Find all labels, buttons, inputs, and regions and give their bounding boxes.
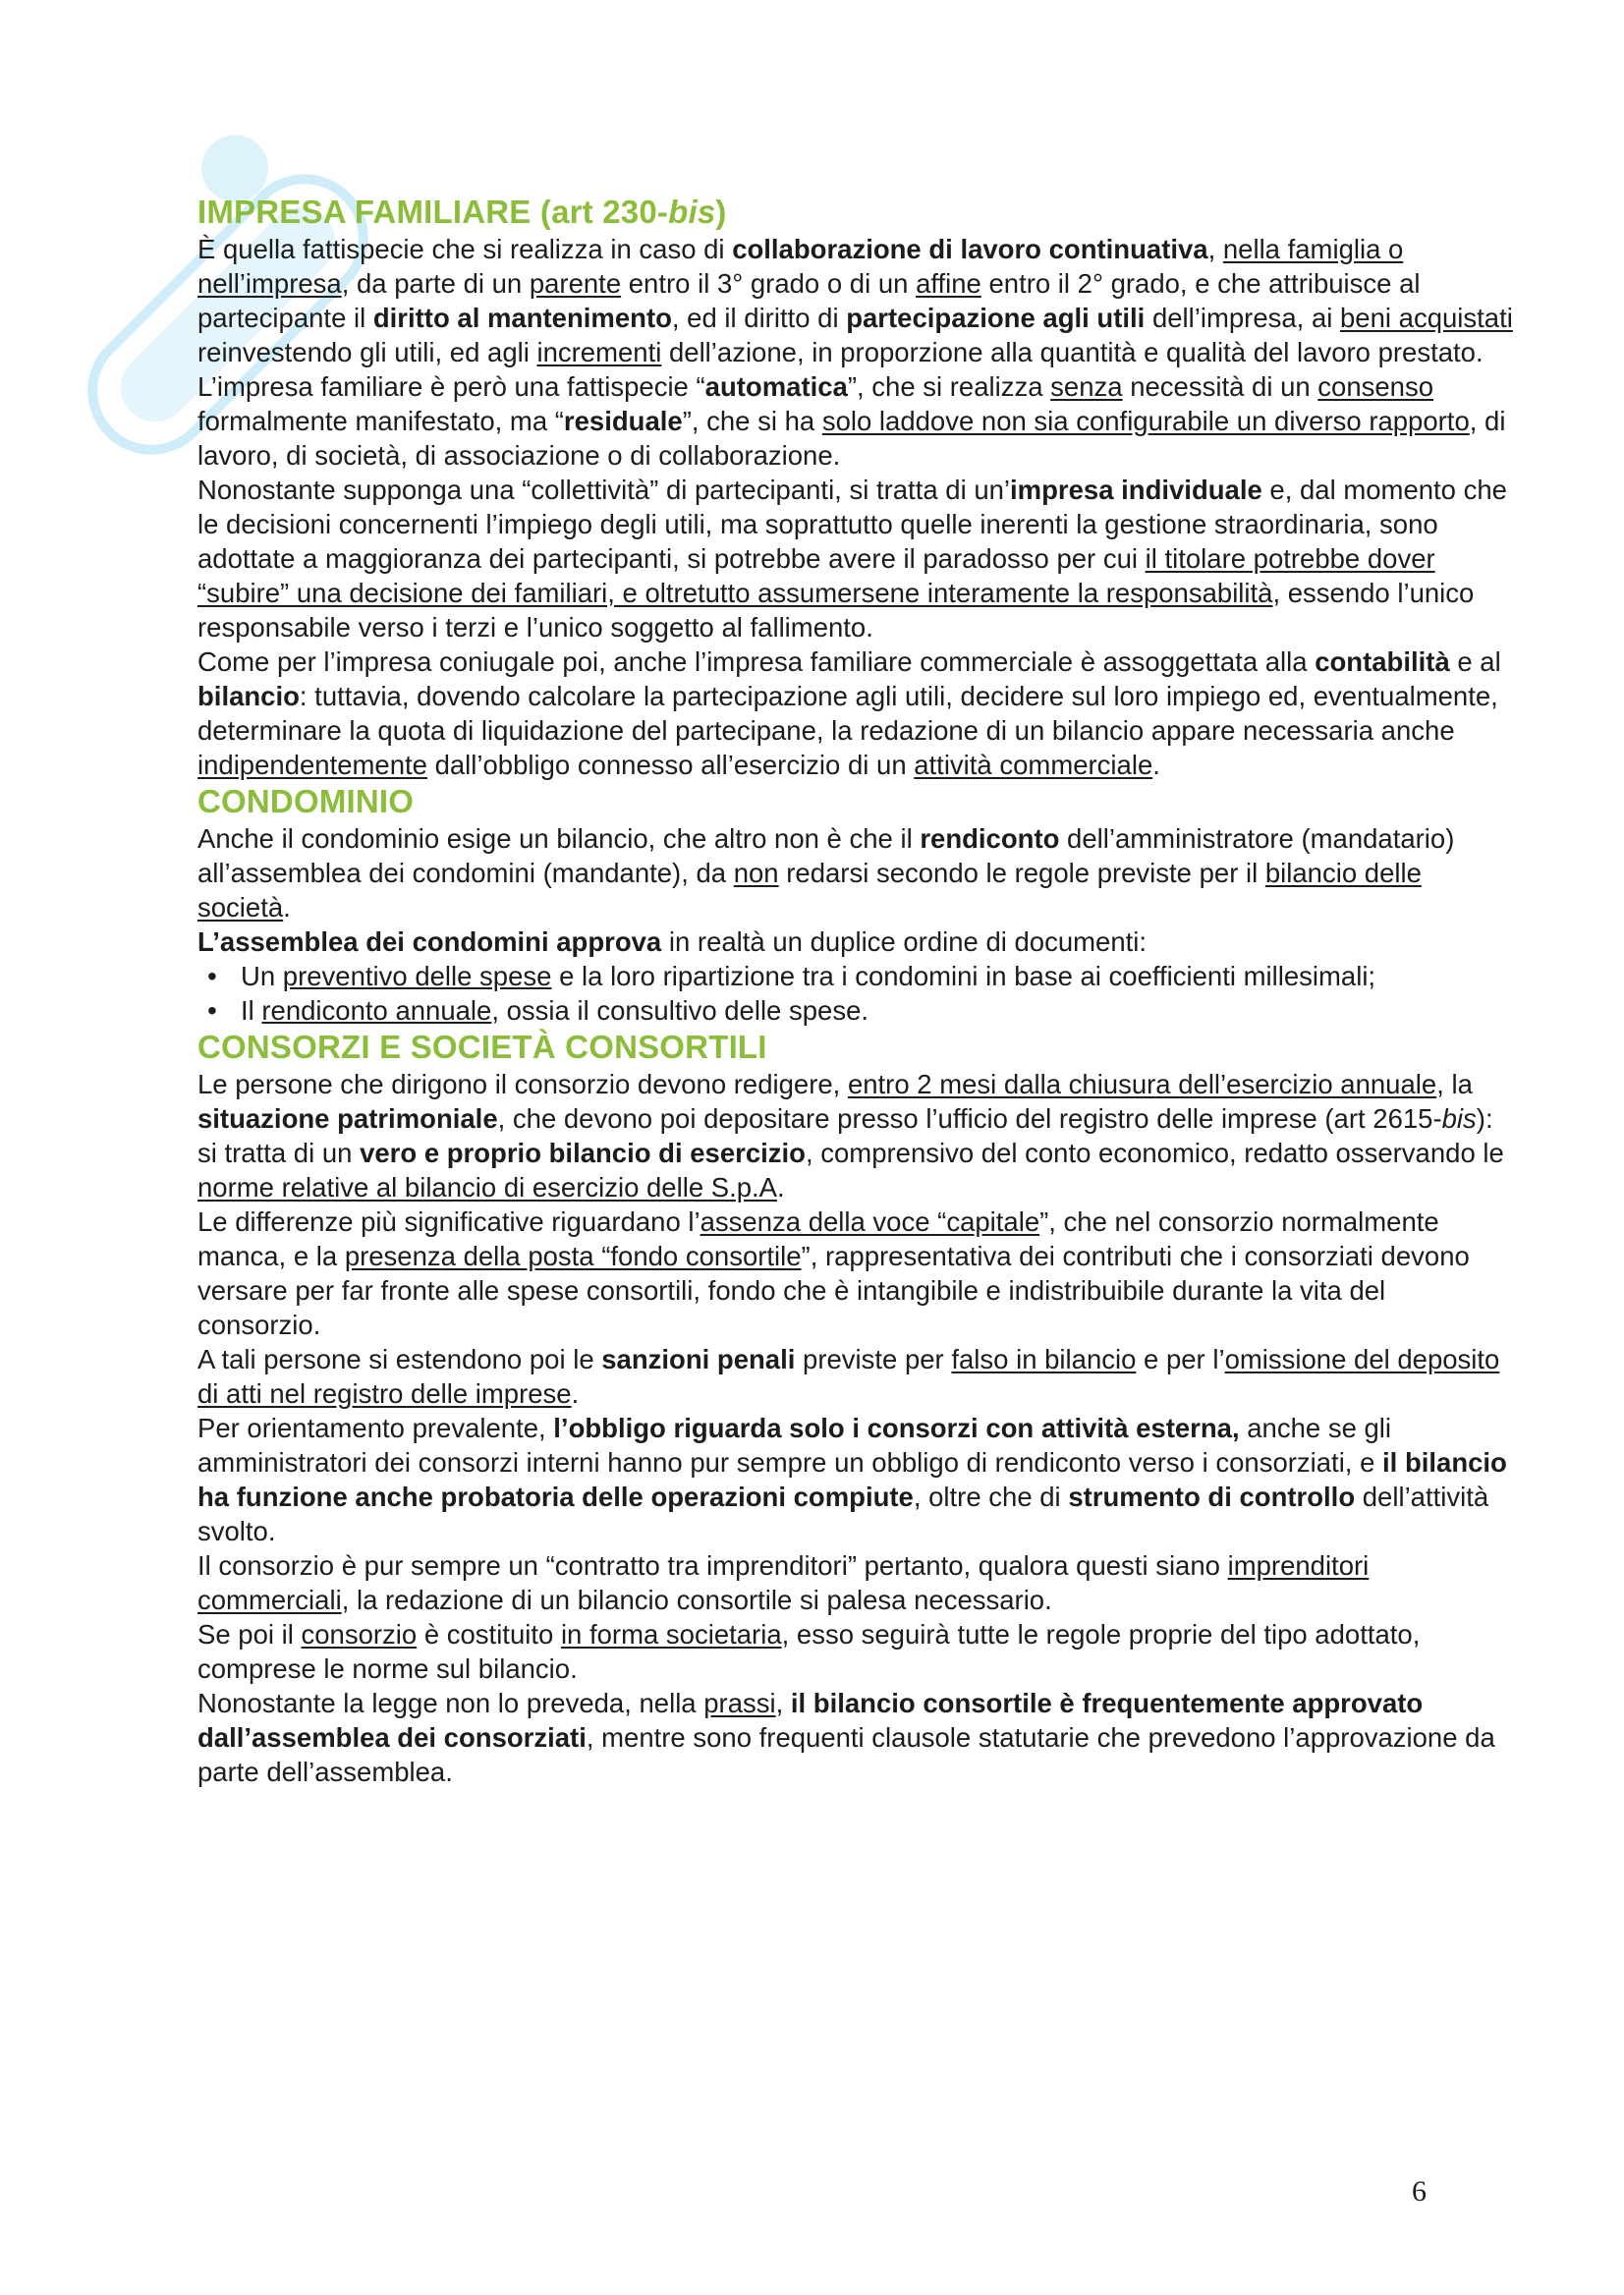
paragraph: A tali persone si estendono poi le sanzioni penali previste per falso in bilancio e per l’omissione del deposito di atti nel registro delle imprese.	[197, 1344, 1500, 1409]
list-item: • Un preventivo delle spese e la loro ripartizione tra i condomini in base ai coefficienti millesimali;	[197, 959, 1514, 993]
paragraph: Se poi il consorzio è costituito in forma societaria, esso seguirà tutte le regole proprie del tipo adottato, comprese le norme sul bilancio.	[197, 1619, 1421, 1684]
document-body	[197, 193, 1514, 1789]
heading-italic: bis	[668, 194, 716, 230]
paragraph: È quella fattispecie che si realizza in caso di collaborazione di lavoro continuativa, nella famiglia o nell’impresa, da parte di un parente entro il 3° grado o di un affine entro il 2° grado, e che attribuisce al partecipante il diritto al mantenimento, ed il diritto di partecipazione agli utili dell’impresa, ai beni acquistati reinvestendo gli utili, ed agli incrementi dell’azione, in proporzione alla quantità e qualità del lavoro prestato.	[197, 234, 1513, 367]
paragraph: Nonostante supponga una “collettività” di partecipanti, si tratta di un’impresa individuale e, dal momento che le decisioni concernenti l’impiego degli utili, ma soprattutto quelle inerenti la gestione straordinaria, sono adottate a maggioranza dei partecipanti, si potrebbe avere il paradosso per cui il titolare potrebbe dover “subire” una decisione dei familiari, e oltretutto assumersene interamente la responsabilità, essendo l’unico responsabile verso i terzi e l’unico soggetto al fallimento.	[197, 475, 1507, 643]
paragraph: Le persone che dirigono il consorzio devono redigere, entro 2 mesi dalla chiusura dell’esercizio annuale, la situazione patrimoniale, che devono poi depositare presso l’ufficio del registro delle imprese (art 2615-bis): si tratta di un vero e proprio bilancio di esercizio, comprensivo del conto economico, redatto osservando le norme relative al bilancio di esercizio delle S.p.A.	[197, 1069, 1504, 1203]
list-item: • Il rendiconto annuale, ossia il consultivo delle spese.	[197, 993, 1514, 1028]
paragraph: Il consorzio è pur sempre un “contratto tra imprenditori” pertanto, qualora questi siano imprenditori commerciali, la redazione di un bilancio consortile si palesa necessario.	[197, 1550, 1370, 1615]
paragraph: L’assemblea dei condomini approva in realtà un duplice ordine di documenti:	[197, 926, 1148, 957]
paragraph: Per orientamento prevalente, l’obbligo riguarda solo i consorzi con attività esterna, anche se gli amministratori dei consorzi interni hanno pur sempre un obbligo di rendiconto verso i consorziati, e il bilancio ha funzione anche probatoria delle operazioni compiute, oltre che di strumento di controllo dell’attività svolto.	[197, 1413, 1507, 1546]
section-heading: CONDOMINIO	[197, 783, 415, 819]
section-heading: CONSORZI E SOCIETÀ CONSORTILI	[197, 1029, 767, 1065]
page-number: 6	[1412, 2175, 1427, 2208]
paragraph: L’impresa familiare è però una fattispecie “automatica”, che si realizza senza necessità di un consenso formalmente manifestato, ma “residuale”, che si ha solo laddove non sia configurabile un diverso rapporto, di lavoro, di società, di associazione o di collaborazione.	[197, 371, 1506, 471]
heading-text: )	[715, 194, 727, 230]
bullet-list	[197, 959, 1514, 1028]
paragraph: Come per l’impresa coniugale poi, anche l’impresa familiare commerciale è assoggettata alla contabilità e al bilancio: tuttavia, dovendo calcolare la partecipazione agli utili, decidere sul loro impiego ed, eventualmente, determinare la quota di liquidazione del partecipane, la redazione di un bilancio appare necessaria anche indipendentemente dall’obbligo connesso all’esercizio di un attività commerciale.	[197, 646, 1501, 780]
paragraph: Le differenze più significative riguardano l’assenza della voce “capitale”, che nel consorzio normalmente manca, e la presenza della posta “fondo consortile”, rappresentativa dei contributi che i consorziati devono versare per far fronte alle spese consortili, fondo che è intangibile e indistribuibile durante la vita del consorzio.	[197, 1206, 1470, 1340]
section-heading	[197, 193, 1514, 232]
paragraph: Anche il condominio esige un bilancio, che altro non è che il rendiconto dell’amministratore (mandatario) all’assemblea dei condomini (mandante), da non redarsi secondo le regole previste per il bilancio delle società.	[197, 823, 1455, 923]
paragraph: Nonostante la legge non lo preveda, nella prassi, il bilancio consortile è frequentemente approvato dall’assemblea dei consorziati, mentre sono frequenti clausole statutarie che prevedono l’approvazione da parte dell’assemblea.	[197, 1688, 1495, 1787]
heading-text: IMPRESA FAMILIARE (art 230-	[197, 194, 669, 230]
